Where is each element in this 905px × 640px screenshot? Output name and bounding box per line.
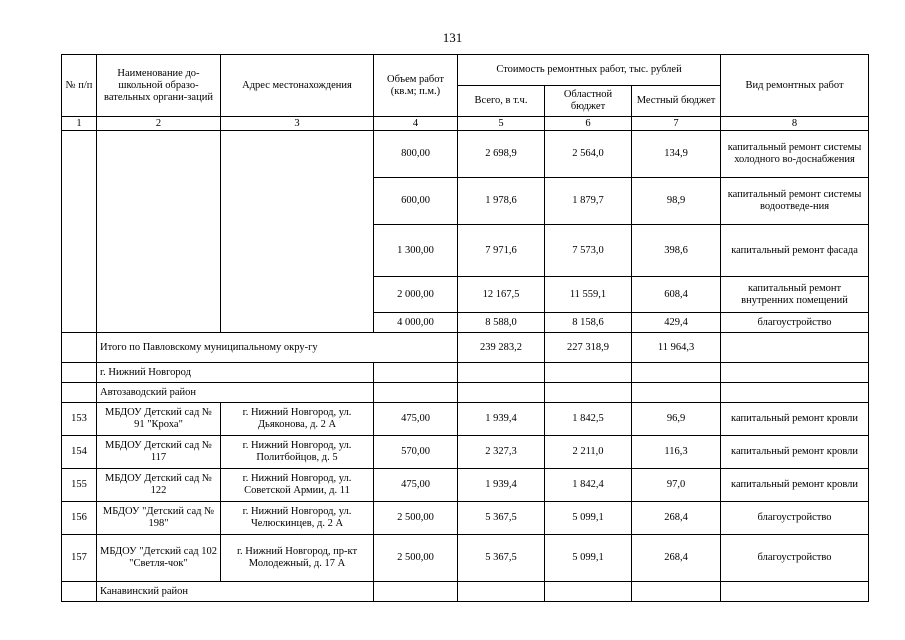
- table-row: [62, 131, 869, 178]
- total-cell: 2 698,9: [458, 131, 545, 178]
- local-cell: 268,4: [632, 502, 721, 535]
- local-cell: 11 964,3: [632, 333, 721, 363]
- total-cell: 1 939,4: [458, 469, 545, 502]
- empty-cell: [458, 363, 545, 383]
- volume-cell: 600,00: [374, 178, 458, 225]
- volume-cell: 570,00: [374, 436, 458, 469]
- work-type-cell: капитальный ремонт кровли: [721, 469, 869, 502]
- column-number: 6: [545, 117, 632, 131]
- city-label: г. Нижний Новгород: [97, 363, 374, 383]
- table-row: [62, 535, 869, 582]
- volume-cell: 2 500,00: [374, 502, 458, 535]
- table-body: [62, 131, 869, 602]
- column-number: 1: [62, 117, 97, 131]
- column-number: 3: [221, 117, 374, 131]
- table-header: [62, 55, 869, 131]
- work-type-cell: благоустройство: [721, 502, 869, 535]
- total-cell: 5 367,5: [458, 502, 545, 535]
- page-number: 131: [442, 30, 463, 45]
- address-cell: г. Нижний Новгород, ул. Советской Армии, д. 11: [221, 469, 374, 502]
- local-cell: 398,6: [632, 225, 721, 277]
- empty-cell: [632, 363, 721, 383]
- row-number-cell: 153: [62, 403, 97, 436]
- empty-cell: [458, 582, 545, 602]
- volume-cell: 4 000,00: [374, 313, 458, 333]
- total-cell: 239 283,2: [458, 333, 545, 363]
- organization-cell: МБДОУ Детский сад № 91 "Кроха": [97, 403, 221, 436]
- volume-cell: 800,00: [374, 131, 458, 178]
- work-type-cell: благоустройство: [721, 313, 869, 333]
- empty-cell: [62, 582, 97, 602]
- table-row: [62, 436, 869, 469]
- total-cell: 7 971,6: [458, 225, 545, 277]
- regional-cell: 7 573,0: [545, 225, 632, 277]
- header-address: Адрес местонахождения: [221, 55, 374, 117]
- work-type-cell: капитальный ремонт кровли: [721, 436, 869, 469]
- empty-cell: [62, 383, 97, 403]
- regional-cell: 1 879,7: [545, 178, 632, 225]
- work-type-cell: капитальный ремонт кровли: [721, 403, 869, 436]
- total-cell: 1 978,6: [458, 178, 545, 225]
- row-number-cell: 157: [62, 535, 97, 582]
- empty-cell: [458, 383, 545, 403]
- column-number: 8: [721, 117, 869, 131]
- work-type-cell: капитальный ремонт фасада: [721, 225, 869, 277]
- empty-cell: [374, 383, 458, 403]
- volume-cell: 2 000,00: [374, 277, 458, 313]
- table-row: [62, 469, 869, 502]
- work-type-cell: капитальный ремонт системы водоотведе-ния: [721, 178, 869, 225]
- address-cell: г. Нижний Новгород, пр-кт Молодежный, д. 17 А: [221, 535, 374, 582]
- organization-cell: МБДОУ "Детский сад 102 "Светля-чок": [97, 535, 221, 582]
- work-type-cell: капитальный ремонт системы холодного во-доснабжения: [721, 131, 869, 178]
- address-cell: г. Нижний Новгород, ул. Дьяконова, д. 2 А: [221, 403, 374, 436]
- total-cell: 12 167,5: [458, 277, 545, 313]
- regional-cell: 11 559,1: [545, 277, 632, 313]
- empty-cell: [545, 582, 632, 602]
- table-row: [62, 403, 869, 436]
- repair-works-table: [61, 54, 869, 602]
- empty-cell: [632, 582, 721, 602]
- section-row-city: [62, 363, 869, 383]
- header-work-type: Вид ремонтных работ: [721, 55, 869, 117]
- regional-cell: 5 099,1: [545, 502, 632, 535]
- empty-cell: [62, 333, 97, 363]
- empty-cell: [97, 131, 221, 333]
- column-number: 2: [97, 117, 221, 131]
- empty-cell: [545, 363, 632, 383]
- column-numbers-row: [62, 117, 869, 131]
- address-cell: г. Нижний Новгород, ул. Политбойцов, д. 5: [221, 436, 374, 469]
- volume-cell: 475,00: [374, 403, 458, 436]
- column-number: 4: [374, 117, 458, 131]
- row-number-cell: 155: [62, 469, 97, 502]
- district-label: Канавинский район: [97, 582, 374, 602]
- empty-cell: [221, 131, 374, 333]
- local-cell: 268,4: [632, 535, 721, 582]
- row-number-cell: 156: [62, 502, 97, 535]
- district-label: Автозаводский район: [97, 383, 374, 403]
- volume-cell: 475,00: [374, 469, 458, 502]
- column-number: 7: [632, 117, 721, 131]
- empty-cell: [62, 363, 97, 383]
- empty-cell: [545, 383, 632, 403]
- total-cell: 2 327,3: [458, 436, 545, 469]
- header-cost-group: Стоимость ремонтных работ, тыс. рублей: [458, 55, 721, 86]
- regional-cell: 2 564,0: [545, 131, 632, 178]
- header-organization: Наименование до-школьной образо-вательных органи-заций: [97, 55, 221, 117]
- empty-cell: [374, 363, 458, 383]
- organization-cell: МБДОУ Детский сад № 117: [97, 436, 221, 469]
- empty-cell: [62, 131, 97, 333]
- regional-cell: 5 099,1: [545, 535, 632, 582]
- total-cell: 5 367,5: [458, 535, 545, 582]
- local-cell: 134,9: [632, 131, 721, 178]
- regional-cell: 227 318,9: [545, 333, 632, 363]
- address-cell: г. Нижний Новгород, ул. Челюскинцев, д. 2 А: [221, 502, 374, 535]
- section-row-district: [62, 383, 869, 403]
- total-row: [62, 333, 869, 363]
- header-volume: Объем работ (кв.м; п.м.): [374, 55, 458, 117]
- header-local: Местный бюджет: [632, 86, 721, 117]
- local-cell: 97,0: [632, 469, 721, 502]
- header-number: № п/п: [62, 55, 97, 117]
- column-number: 5: [458, 117, 545, 131]
- empty-cell: [721, 333, 869, 363]
- local-cell: 116,3: [632, 436, 721, 469]
- empty-cell: [721, 363, 869, 383]
- header-regional: Областной бюджет: [545, 86, 632, 117]
- total-cell: 1 939,4: [458, 403, 545, 436]
- empty-cell: [632, 383, 721, 403]
- local-cell: 98,9: [632, 178, 721, 225]
- local-cell: 96,9: [632, 403, 721, 436]
- organization-cell: МБДОУ Детский сад № 122: [97, 469, 221, 502]
- header-total: Всего, в т.ч.: [458, 86, 545, 117]
- local-cell: 429,4: [632, 313, 721, 333]
- empty-cell: [721, 383, 869, 403]
- row-number-cell: 154: [62, 436, 97, 469]
- regional-cell: 2 211,0: [545, 436, 632, 469]
- local-cell: 608,4: [632, 277, 721, 313]
- volume-cell: 1 300,00: [374, 225, 458, 277]
- organization-cell: МБДОУ "Детский сад № 198": [97, 502, 221, 535]
- work-type-cell: благоустройство: [721, 535, 869, 582]
- volume-cell: 2 500,00: [374, 535, 458, 582]
- regional-cell: 8 158,6: [545, 313, 632, 333]
- total-row-label: Итого по Павловскому муниципальному окру-гу: [97, 333, 458, 363]
- regional-cell: 1 842,5: [545, 403, 632, 436]
- table-row: [62, 502, 869, 535]
- section-row-district: [62, 582, 869, 602]
- regional-cell: 1 842,4: [545, 469, 632, 502]
- empty-cell: [721, 582, 869, 602]
- empty-cell: [374, 582, 458, 602]
- work-type-cell: капитальный ремонт внутренних помещений: [721, 277, 869, 313]
- total-cell: 8 588,0: [458, 313, 545, 333]
